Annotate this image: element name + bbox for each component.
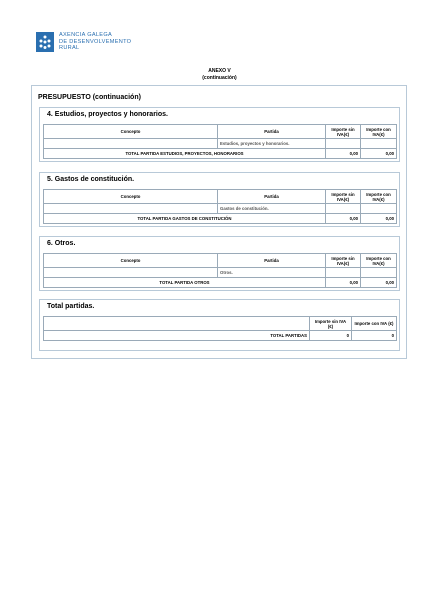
studies-table bbox=[43, 124, 397, 159]
col-concepto: Concepto bbox=[44, 254, 218, 268]
table-row bbox=[44, 268, 397, 278]
total-con-iva: 0,00 bbox=[361, 278, 397, 288]
table-header-row bbox=[44, 125, 397, 139]
col-concepto: Concepto bbox=[44, 190, 218, 204]
importe-sin-input[interactable] bbox=[326, 268, 361, 278]
constitution-table bbox=[43, 189, 397, 224]
section-totals bbox=[39, 299, 400, 351]
logo-emblem-icon bbox=[36, 32, 54, 52]
agency-logo bbox=[36, 32, 131, 52]
partida-cell: Estudios, proyectos y honorarios. bbox=[218, 139, 326, 149]
col-importe-con-iva: Importe con IVA(€) bbox=[361, 254, 397, 268]
others-table bbox=[43, 253, 397, 288]
table-row bbox=[44, 139, 397, 149]
table-header-row bbox=[44, 317, 397, 331]
concepto-input[interactable] bbox=[44, 139, 218, 149]
total-partidas-sin-iva: 0 bbox=[310, 331, 352, 341]
section-constitution bbox=[39, 172, 400, 227]
col-partida: Partida bbox=[218, 125, 326, 139]
annex-title: ANEXO V bbox=[208, 68, 231, 74]
budget-container bbox=[31, 85, 407, 359]
col-importe-con-iva: Importe con IVA (€) bbox=[352, 317, 397, 331]
logo-line-3: RURAL bbox=[59, 45, 80, 52]
col-partida: Partida bbox=[218, 254, 326, 268]
col-concepto: Concepto bbox=[44, 125, 218, 139]
totals-blank-cell bbox=[44, 317, 310, 331]
table-header-row bbox=[44, 190, 397, 204]
section-studies bbox=[39, 107, 400, 162]
logo-line-2: DE DESENVOLVEMENTO bbox=[59, 38, 132, 45]
total-con-iva: 0,00 bbox=[361, 149, 397, 159]
col-partida: Partida bbox=[218, 190, 326, 204]
table-row bbox=[44, 204, 397, 214]
section-title: 5. Gastos de constitución. bbox=[47, 176, 135, 183]
importe-sin-input[interactable] bbox=[326, 204, 361, 214]
total-row bbox=[44, 214, 397, 224]
logo-text bbox=[59, 32, 131, 52]
total-row bbox=[44, 149, 397, 159]
importe-con-input[interactable] bbox=[361, 139, 397, 149]
partida-cell: Otros. bbox=[218, 268, 326, 278]
total-sin-iva: 0,00 bbox=[326, 278, 361, 288]
table-header-row bbox=[44, 254, 397, 268]
total-partidas-label: TOTAL PARTIDAS bbox=[44, 331, 310, 341]
col-importe-sin-iva: Importe sin IVA(€) bbox=[326, 125, 361, 139]
section-others bbox=[39, 236, 400, 291]
partida-cell: Gastos de constitución. bbox=[218, 204, 326, 214]
total-label: TOTAL PARTIDA GASTOS DE CONSTITUCIÓN bbox=[44, 214, 326, 224]
total-label: TOTAL PARTIDA OTROS bbox=[44, 278, 326, 288]
section-title: 6. Otros. bbox=[47, 240, 76, 247]
total-row bbox=[44, 278, 397, 288]
section-title: 4. Estudios, proyectos y honorarios. bbox=[47, 111, 168, 118]
importe-sin-input[interactable] bbox=[326, 139, 361, 149]
total-sin-iva: 0,00 bbox=[326, 149, 361, 159]
totals-table bbox=[43, 316, 397, 341]
section-title: Total partidas. bbox=[47, 303, 95, 310]
total-label: TOTAL PARTIDA ESTUDIOS, PROYECTOS, HONORARIOS bbox=[44, 149, 326, 159]
annex-heading bbox=[0, 67, 439, 82]
total-partidas-con-iva: 0 bbox=[352, 331, 397, 341]
col-importe-sin-iva: Importe sin IVA(€) bbox=[326, 190, 361, 204]
budget-title: PRESUPUESTO (continuación) bbox=[38, 94, 141, 101]
col-importe-con-iva: Importe con IVA(€) bbox=[361, 125, 397, 139]
importe-con-input[interactable] bbox=[361, 268, 397, 278]
total-sin-iva: 0,00 bbox=[326, 214, 361, 224]
total-con-iva: 0,00 bbox=[361, 214, 397, 224]
concepto-input[interactable] bbox=[44, 204, 218, 214]
concepto-input[interactable] bbox=[44, 268, 218, 278]
col-importe-con-iva: Importe con IVA(€) bbox=[361, 190, 397, 204]
col-importe-sin-iva: Importe sin IVA(€) bbox=[326, 254, 361, 268]
col-importe-sin-iva: Importe sin IVA (€) bbox=[310, 317, 352, 331]
importe-con-input[interactable] bbox=[361, 204, 397, 214]
annex-continuation: (continuación) bbox=[202, 75, 237, 81]
total-row bbox=[44, 331, 397, 341]
logo-line-1: AXENCIA GALEGA bbox=[59, 32, 113, 39]
